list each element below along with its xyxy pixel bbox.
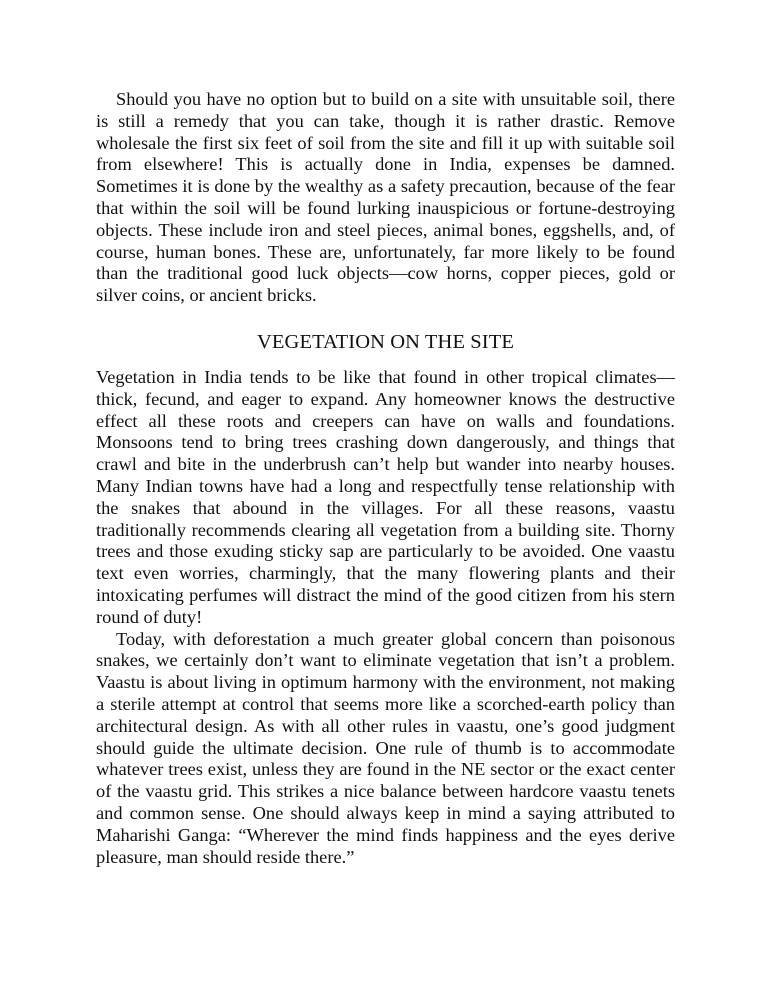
- book-page: [96, 89, 675, 868]
- paragraph-soil-remedy: Should you have no option but to build on a site with unsuitable soil, there is still a remedy that you can take, though it is rather drastic. Remove wholesale the first six feet of soil from the site and fill it up with suitable soil from elsewhere! This is actually done in India, expenses be damned. Sometimes it is done by the wealthy as a safety precaution, because of the fear that within the soil will be found lurking inauspicious or fortune-destroying objects. These include iron and steel pieces, animal bones, eggshells, and, of course, human bones. These are, unfortunately, far more likely to be found than the traditional good luck objects—cow horns, copper pieces, gold or silver coins, or ancient bricks.: [96, 89, 675, 306]
- paragraph-vegetation-india: Vegetation in India tends to be like that found in other tropical climates—thick, fecund, and eager to expand. Any homeowner knows the destructive effect all these roots and creepers can have on walls and foundations. Monsoons tend to bring trees crashing down dangerously, and things that crawl and bite in the underbrush can’t help but wander into nearby houses. Many Indian towns have had a long and respectfully tense relationship with the snakes that abound in the villages. For all these reasons, vaastu traditionally recommends clearing all vegetation from a building site. Thorny trees and those exuding sticky sap are particularly to be avoided. One vaastu text even worries, charmingly, that the many flowering plants and their intoxicating perfumes will distract the mind of the good citizen from his stern round of duty!: [96, 366, 675, 627]
- section-heading: VEGETATION ON THE SITE: [257, 330, 514, 353]
- paragraph-deforestation: Today, with deforestation a much greater global concern than poisonous snakes, we certainly don’t want to eliminate vegetation that isn’t a problem. Vaastu is about living in optimum harmony with the environment, not making a sterile attempt at control that seems more like a scorched-earth policy than architectural design. As with all other rules in vaastu, one’s good judgment should guide the ultimate decision. One rule of thumb is to accommodate whatever trees exist, unless they are found in the NE sector or the exact center of the vaastu grid. This strikes a nice balance between hardcore vaastu tenets and common sense. One should always keep in mind a saying attributed to Maharishi Ganga: “Wherever the mind finds happiness and the eyes derive pleasure, man should reside there.”: [96, 628, 675, 867]
